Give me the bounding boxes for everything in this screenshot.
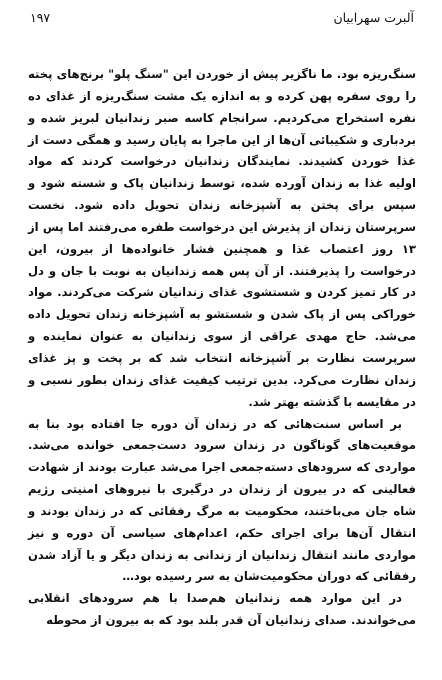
paragraph: در این موارد همه زندانیان هم‌صدا با هم سرودهای انقلابی می‌خواندند. صدای زندانیان آن قدر بلند بود که به بیرون از محوطه: [28, 591, 416, 628]
paragraph: سنگ‌ریزه بود. ما ناگزیر پیش از خوردن این "سنگ پلو" برنج‌های پخته را روی سفره پهن کرده و به اندازه یک مشت سنگ‌ریزه از غذای ده نفره استخراج می‌کردیم. سرانجام کاسه صبر زندانیان لبریز شده و بردباری و شکیبائی آن‌ها از این ماجرا به پایان رسید و همگی دست از غذا خوردن کشیدند. نمایندگان زندانیان درخواست کردند که مواد اولیه غذا به زندان آورده شده، توسط زندانیان پاک و شسته شود و سپس برای پختن به آشپزخانه زندان تحویل داده شود. نخست سرپرستان زندان از پذیرش این درخواست طفره می‌رفتند اما پس از ۱۳ روز اعتصاب غذا و همچنین فشار خانواده‌ها از بیرون، این درخواست را پذیرفتند. از آن پس همه زندانیان به نوبت با جان و دل در کار تمیز کردن و شستشوی غذای زندانیان شرکت می‌کردند. مواد خوراکی پس از پاک شدن و شستشو به آشپزخانه زندان تحویل داده می‌شد. حاج مهدی عراقی از سوی زندانیان به عنوان نماینده و سرپرست نظارت بر آشپزخانه انتخاب شد که بر پخت و پز غذای زندان نظارت می‌کرد. بدین ترتیب کیفیت غذای زندان بطور نسبی و در مقایسه با گذشته بهتر شد.: [28, 67, 416, 409]
page-header: [28, 6, 416, 28]
page-number: ۱۹۷: [30, 9, 51, 25]
running-title: آلبرت سهرابیان: [333, 9, 414, 25]
page-body: [28, 64, 416, 632]
paragraph: بر اساس سنت‌هائی که در زندان آن دوره جا افتاده بود بنا به موقعیت‌های گوناگون در زندان سرود دست‌جمعی خوانده می‌شد. مواردی که سرودهای دسته‌جمعی اجرا می‌شد عبارت بودند از شهادت فعالینی که در بیرون از زندان در درگیری با نیروهای امنیتی رژیم شاه جان می‌باختند، محکومیت به مرگ رفقائی که در زندان بودند و انتقال آن‌ها برای اجرای حکم، اعدام‌های سیاسی آن دوره و نیز مواردی مانند انتقال زندانیان از زندانی به زندان دیگر و یا آزاد شدن رفقائی که دوران محکومیت‌شان به سر رسیده بود…: [28, 416, 416, 584]
